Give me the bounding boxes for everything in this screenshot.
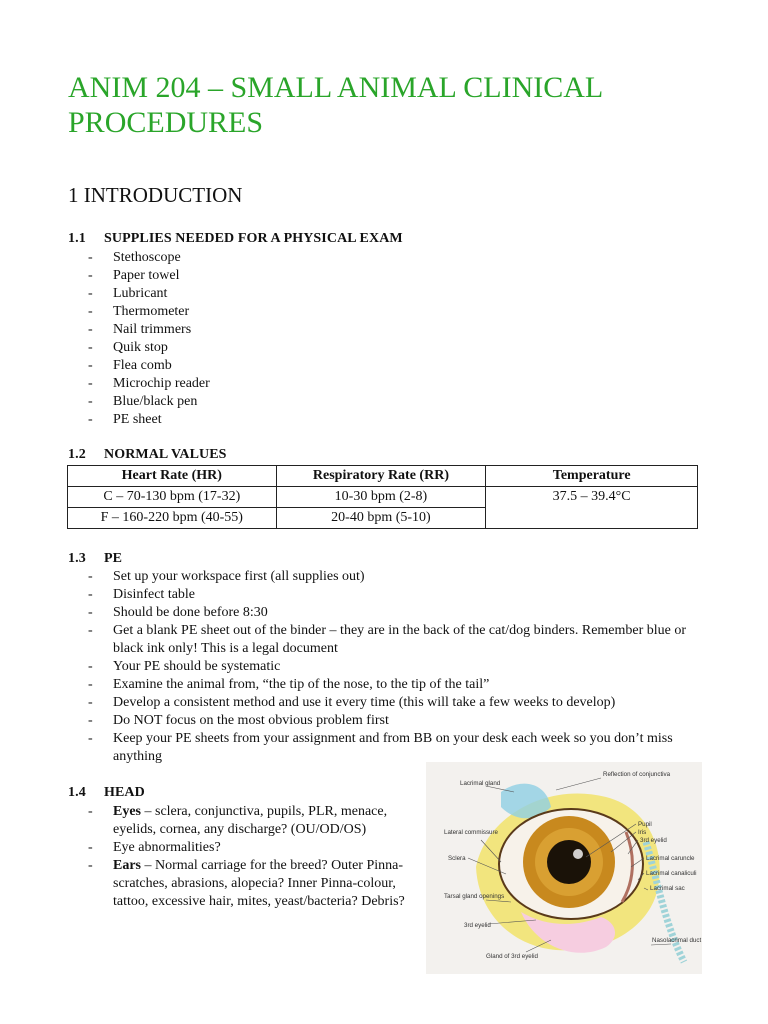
label-iris: Iris: [638, 829, 647, 836]
table-cell-temperature: 37.5 – 39.4°C: [486, 487, 698, 529]
eye-anatomy-figure: [426, 762, 702, 974]
list-item: - Lubricant: [88, 285, 210, 303]
table-header-row: [68, 466, 698, 487]
table-cell: C – 70-130 bpm (17-32): [68, 487, 277, 508]
head-list: [88, 803, 418, 911]
list-item: - Disinfect table: [88, 586, 698, 604]
column-header-heart-rate: Heart Rate (HR): [68, 466, 277, 487]
heading-text: SUPPLIES NEEDED FOR A PHYSICAL EXAM: [104, 231, 403, 246]
label-lacrimal-gland: Lacrimal gland: [460, 780, 501, 787]
supplies-list: [88, 249, 210, 429]
heading-pe: [68, 551, 122, 567]
heading-text: NORMAL VALUES: [104, 447, 227, 462]
heading-number: 1.3: [68, 551, 86, 566]
document-title: ANIM 204 – SMALL ANIMAL CLINICAL PROCEDURES: [68, 71, 603, 139]
list-item-text: Eye abnormalities?: [113, 840, 221, 855]
list-item: - Stethoscope: [88, 249, 210, 267]
list-item: - Nail trimmers: [88, 321, 210, 339]
label-sclera: Sclera: [448, 855, 466, 862]
label-third-eyelid-right: 3rd eyelid: [640, 837, 667, 844]
label-reflection-conjunctiva: Reflection of conjunctiva: [603, 771, 671, 778]
table-cell: 20-40 bpm (5-10): [276, 508, 486, 529]
label-nasolacrimal-duct: Nasolacrimal duct: [652, 937, 702, 944]
list-item: - Microchip reader: [88, 375, 210, 393]
column-header-respiratory-rate: Respiratory Rate (RR): [276, 466, 486, 487]
list-item: - Paper towel: [88, 267, 210, 285]
column-header-temperature: Temperature: [486, 466, 698, 487]
label-pupil: Pupil: [638, 821, 652, 828]
table-cell: 10-30 bpm (2-8): [276, 487, 486, 508]
heading-head: [68, 785, 145, 801]
heading-normal-values: [68, 447, 227, 463]
pupil-highlight-shape: [573, 849, 583, 859]
list-item: - Flea comb: [88, 357, 210, 375]
pupil-shape: [547, 840, 591, 884]
list-item-eyes: [88, 803, 418, 839]
heading-number: 1.4: [68, 785, 86, 800]
list-item: - Do NOT focus on the most obvious problem first: [88, 712, 698, 730]
label-third-eyelid-left: 3rd eyelid: [464, 922, 491, 929]
heading-text: PE: [104, 551, 123, 566]
eye-diagram: [426, 762, 702, 974]
list-item-text: – sclera, conjunctiva, pupils, PLR, menace, eyelids, cornea, any discharge? (OU/OD/OS): [113, 804, 388, 837]
section-heading-introduction: 1 INTRODUCTION: [68, 183, 243, 207]
heading-number: 1.1: [68, 231, 86, 246]
label-lacrimal-caruncle: Lacrimal caruncle: [646, 855, 695, 862]
normal-values-table: [67, 465, 698, 529]
list-item: - Set up your workspace first (all supplies out): [88, 568, 698, 586]
table-cell: F – 160-220 bpm (40-55): [68, 508, 277, 529]
list-item: - Your PE should be systematic: [88, 658, 698, 676]
list-item-eye-abnormalities: [88, 839, 418, 857]
list-item: - Keep your PE sheets from your assignment and from BB on your desk each week so you don’t miss anything: [88, 730, 698, 766]
list-item-text: – Normal carriage for the breed? Outer Pinna-scratches, abrasions, alopecia? Inner Pinna-colour, tattoo, excessive hair, mites, yeast/bacteria? Debris?: [113, 858, 405, 909]
list-item: - Develop a consistent method and use it every time (this will take a few weeks to develop): [88, 694, 698, 712]
heading-supplies: [68, 231, 403, 247]
table-row: [68, 487, 698, 508]
list-item: - Quik stop: [88, 339, 210, 357]
list-item: - Examine the animal from, “the tip of the nose, to the tip of the tail”: [88, 676, 698, 694]
list-item: - Blue/black pen: [88, 393, 210, 411]
heading-number: 1.2: [68, 447, 86, 462]
label-lateral-commissure: Lateral commissure: [444, 829, 498, 836]
list-item: - Thermometer: [88, 303, 210, 321]
label-lacrimal-canaliculi: Lacrimal canaliculi: [646, 870, 697, 877]
label-lacrimal-sac: Lacrimal sac: [650, 885, 685, 892]
list-item: - Get a blank PE sheet out of the binder – they are in the back of the cat/dog binders. Remember blue or black ink only! This is a legal document: [88, 622, 698, 658]
list-item-lead: Eyes: [113, 804, 141, 819]
list-item-ears: [88, 857, 418, 911]
pe-list: [88, 568, 698, 766]
heading-text: HEAD: [104, 785, 145, 800]
label-tarsal-gland: Tarsal gland openings: [444, 893, 505, 900]
list-item: - PE sheet: [88, 411, 210, 429]
list-item: - Should be done before 8:30: [88, 604, 698, 622]
list-item-lead: Ears: [113, 858, 141, 873]
label-gland-third-eyelid: Gland of 3rd eyelid: [486, 953, 538, 960]
